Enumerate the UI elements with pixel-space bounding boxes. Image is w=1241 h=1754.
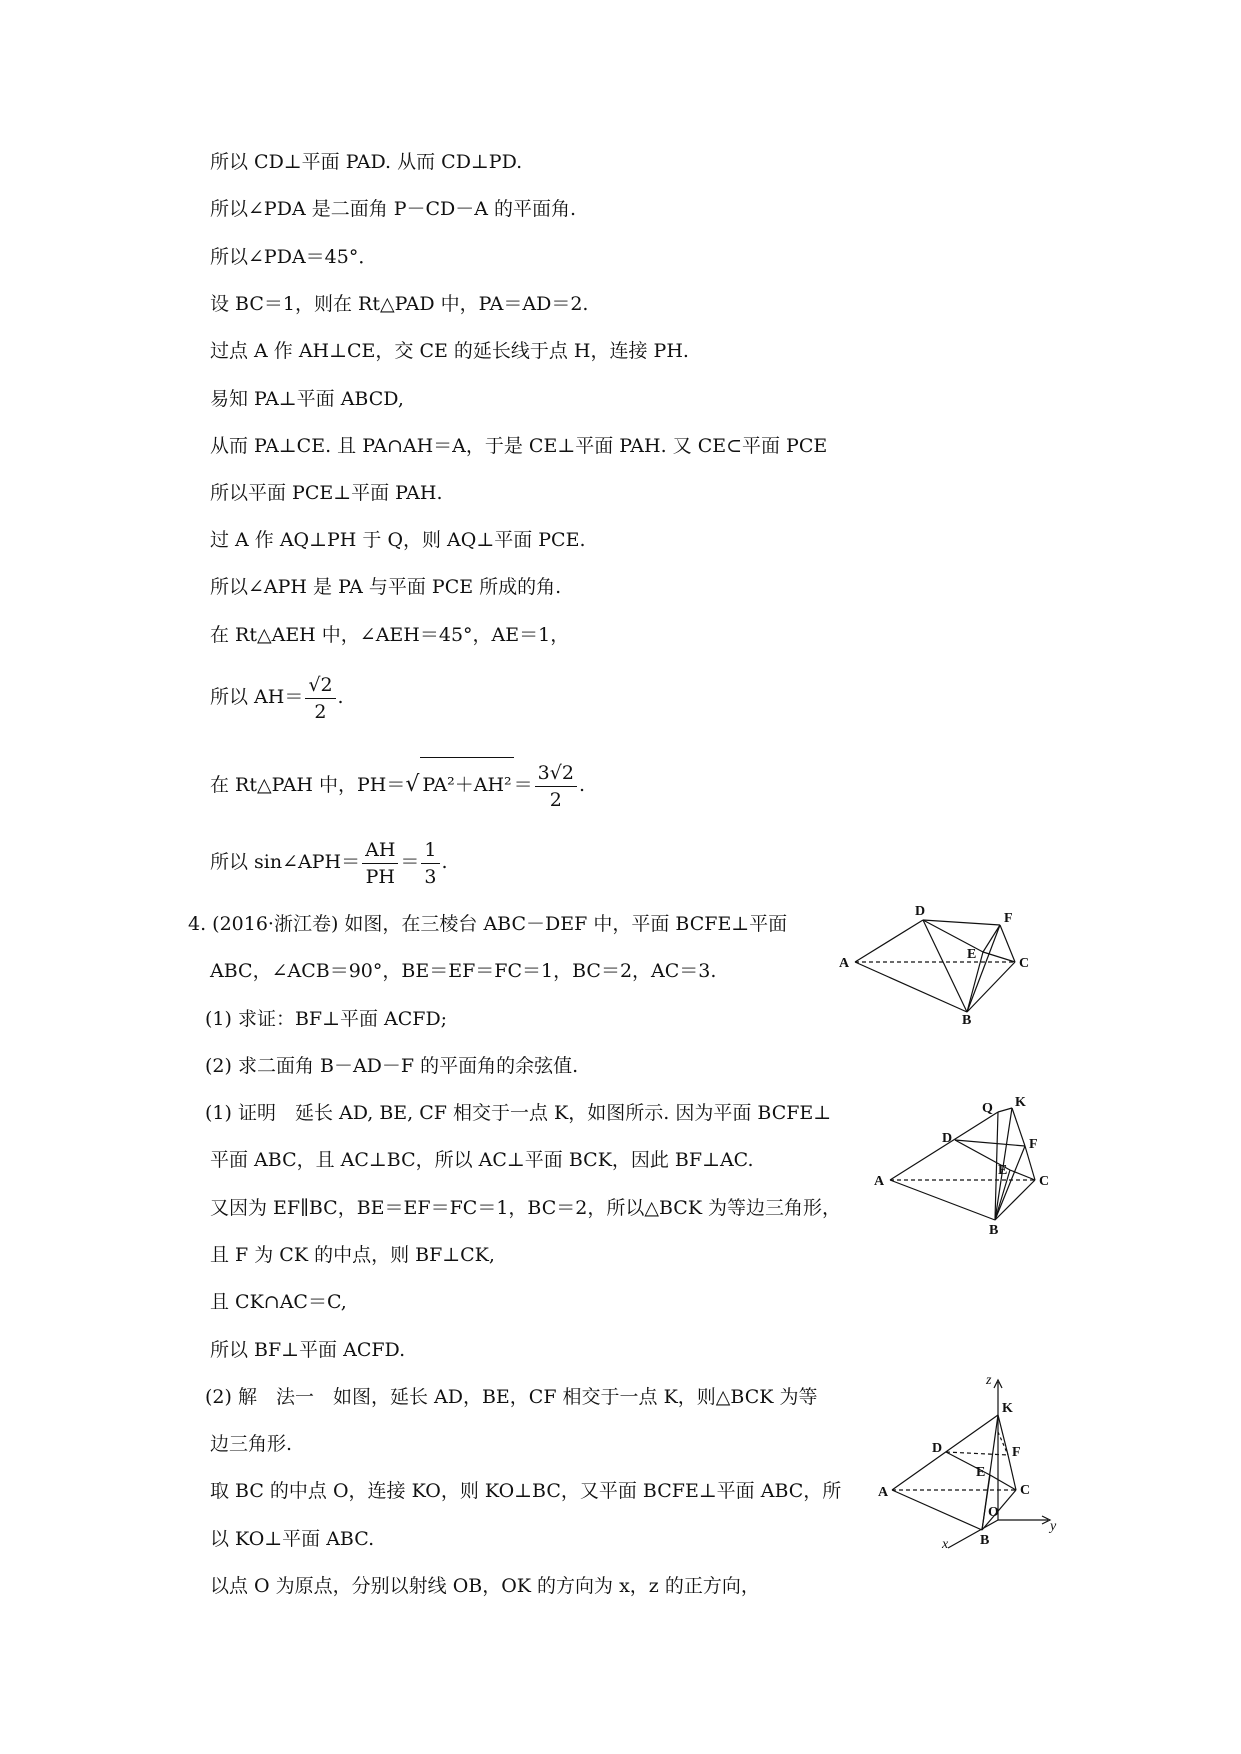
fraction-ah-over-ph [362,837,398,890]
text-line-2: 所以∠PDA 是二面角 P－CD－A 的平面角. [210,198,577,220]
label-C: C [1039,1174,1050,1189]
solution-line-5: 以点 O 为原点，分别以射线 OB，OK 的方向为 x，z 的正方向， [210,1575,760,1597]
edge-AB [855,962,967,1012]
fraction-numerator: 3√2 [535,760,577,787]
problem-4-part-2: (2) 求二面角 B－AD－F 的平面角的余弦值. [205,1055,579,1077]
label-C: C [1020,1483,1031,1498]
text-line-5: 过点 A 作 AH⊥CE，交 CE 的延长线于点 H，连接 PH. [210,340,689,362]
label-F: F [1029,1137,1038,1152]
line14-prefix: 所以 sin∠APH＝ [210,851,361,873]
label-K: K [1002,1401,1013,1416]
solution-line-3: 取 BC 的中点 O，连接 KO，则 KO⊥BC，又平面 BCFE⊥平面 ABC，所 [210,1480,842,1502]
proof-line-3: 又因为 EF∥BC，BE＝EF＝FC＝1，BC＝2，所以△BCK 为等边三角形， [210,1197,842,1219]
label-A: A [878,1485,889,1500]
label-B: B [980,1533,990,1548]
text-line-13 [210,757,585,813]
text-line-1: 所以 CD⊥平面 PAD. 从而 CD⊥PD. [210,151,523,173]
fraction-numerator: AH [362,837,398,864]
proof-line-4: 且 F 为 CK 的中点，则 BF⊥CK, [210,1244,495,1266]
edge-QK [998,1108,1012,1112]
frustum-figure [835,900,1040,1025]
edge-AB [892,1490,982,1530]
text-line-10: 所以∠APH 是 PA 与平面 PCE 所成的角. [210,576,562,598]
problem-4-line-2: ABC，∠ACB＝90°，BE＝EF＝FC＝1，BC＝2，AC＝3. [210,960,717,982]
proof-line-1: (1) 证明 延长 AD, BE, CF 相交于一点 K，如图所示. 因为平面 BCFE⊥ [205,1102,832,1124]
label-F: F [1004,911,1013,926]
line12-suffix: . [337,686,344,708]
line12-prefix: 所以 AH＝ [210,686,304,708]
label-B: B [989,1223,999,1238]
line13-equals: ＝ [513,774,533,796]
fraction-denominator: PH [365,865,395,888]
x-axis [948,1520,998,1548]
label-A: A [839,956,850,971]
line13-prefix: 在 Rt△PAH 中，PH＝ [210,774,406,796]
label-E: E [998,1163,1008,1178]
line13-suffix: . [578,774,586,796]
label-F: F [1012,1445,1021,1460]
fraction-denominator: 3 [424,865,437,888]
text-line-11: 在 Rt△AEH 中，∠AEH＝45°，AE＝1， [210,624,570,646]
label-B: B [962,1013,972,1025]
fraction-1-over-3 [421,837,439,890]
edge-AD [855,920,923,962]
proof-line-2: 平面 ABC，且 AC⊥BC，所以 AC⊥平面 BCK，因此 BF⊥AC. [210,1149,754,1171]
edge-FC [1008,1455,1016,1490]
proof-line-5: 且 CK∩AC＝C, [210,1291,347,1313]
edge-FC [1000,925,1015,962]
edge-DB [923,920,967,1012]
text-line-14 [210,835,448,890]
fraction-3sqrt2-over-2 [535,760,577,813]
edge-KF [1012,1108,1025,1146]
label-E: E [967,947,977,962]
text-line-3: 所以∠PDA＝45°． [210,246,378,268]
edge-FB [967,925,1000,1012]
extended-pyramid-figure [870,1090,1060,1240]
fraction-denominator: 2 [314,700,327,723]
edge-AQ [890,1112,998,1180]
edge-KF [998,1415,1008,1455]
label-z: z [986,1373,992,1388]
proof-line-6: 所以 BF⊥平面 ACFD. [210,1339,406,1361]
text-line-7: 从而 PA⊥CE. 且 PA∩AH＝A，于是 CE⊥平面 PAH. 又 CE⊂平面 PCE [210,435,828,457]
solution-line-1: (2) 解 法一 如图，延长 AD，BE，CF 相交于一点 K，则△BCK 为等 [205,1386,818,1408]
label-D: D [915,904,926,919]
edge-DF [923,920,1000,925]
text-line-9: 过 A 作 AQ⊥PH 于 Q，则 AQ⊥平面 PCE. [210,529,586,551]
fraction-sqrt2-over-2 [305,672,335,725]
label-A: A [874,1174,885,1189]
radicand: PA²＋AH² [420,757,513,812]
edge-AB [890,1180,995,1220]
label-O: O [988,1505,999,1520]
text-line-4: 设 BC＝1，则在 Rt△PAD 中，PA＝AD＝2. [210,293,589,315]
fraction-numerator: 1 [421,837,439,864]
coordinate-system-figure [850,1370,1060,1550]
solution-line-4: 以 KO⊥平面 ABC. [210,1528,375,1550]
fraction-denominator: 2 [549,788,562,811]
label-D: D [942,1131,953,1146]
fraction-numerator: √2 [305,672,335,699]
line14-equals: ＝ [400,851,420,873]
label-K: K [1015,1095,1026,1110]
line14-suffix: . [441,851,448,873]
label-D: D [932,1441,943,1456]
label-E: E [976,1465,986,1480]
text-line-6: 易知 PA⊥平面 ABCD, [210,388,404,410]
edge-DF-hidden [946,1452,1008,1455]
problem-4-line-1: 4. (2016·浙江卷) 如图，在三棱台 ABC－DEF 中，平面 BCFE⊥平面 [188,913,788,935]
text-line-8: 所以平面 PCE⊥平面 PAH. [210,482,443,504]
edge-EC [990,1475,1016,1490]
label-Q: Q [982,1101,993,1116]
label-C: C [1019,956,1030,971]
solution-line-2: 边三角形. [210,1433,293,1455]
label-y: y [1050,1519,1057,1534]
text-line-12 [210,670,344,725]
problem-4-part-1: (1) 求证：BF⊥平面 ACFD; [205,1008,448,1030]
radical-sign: √ [405,772,420,797]
edge-FB [995,1146,1025,1220]
label-x: x [942,1537,949,1550]
